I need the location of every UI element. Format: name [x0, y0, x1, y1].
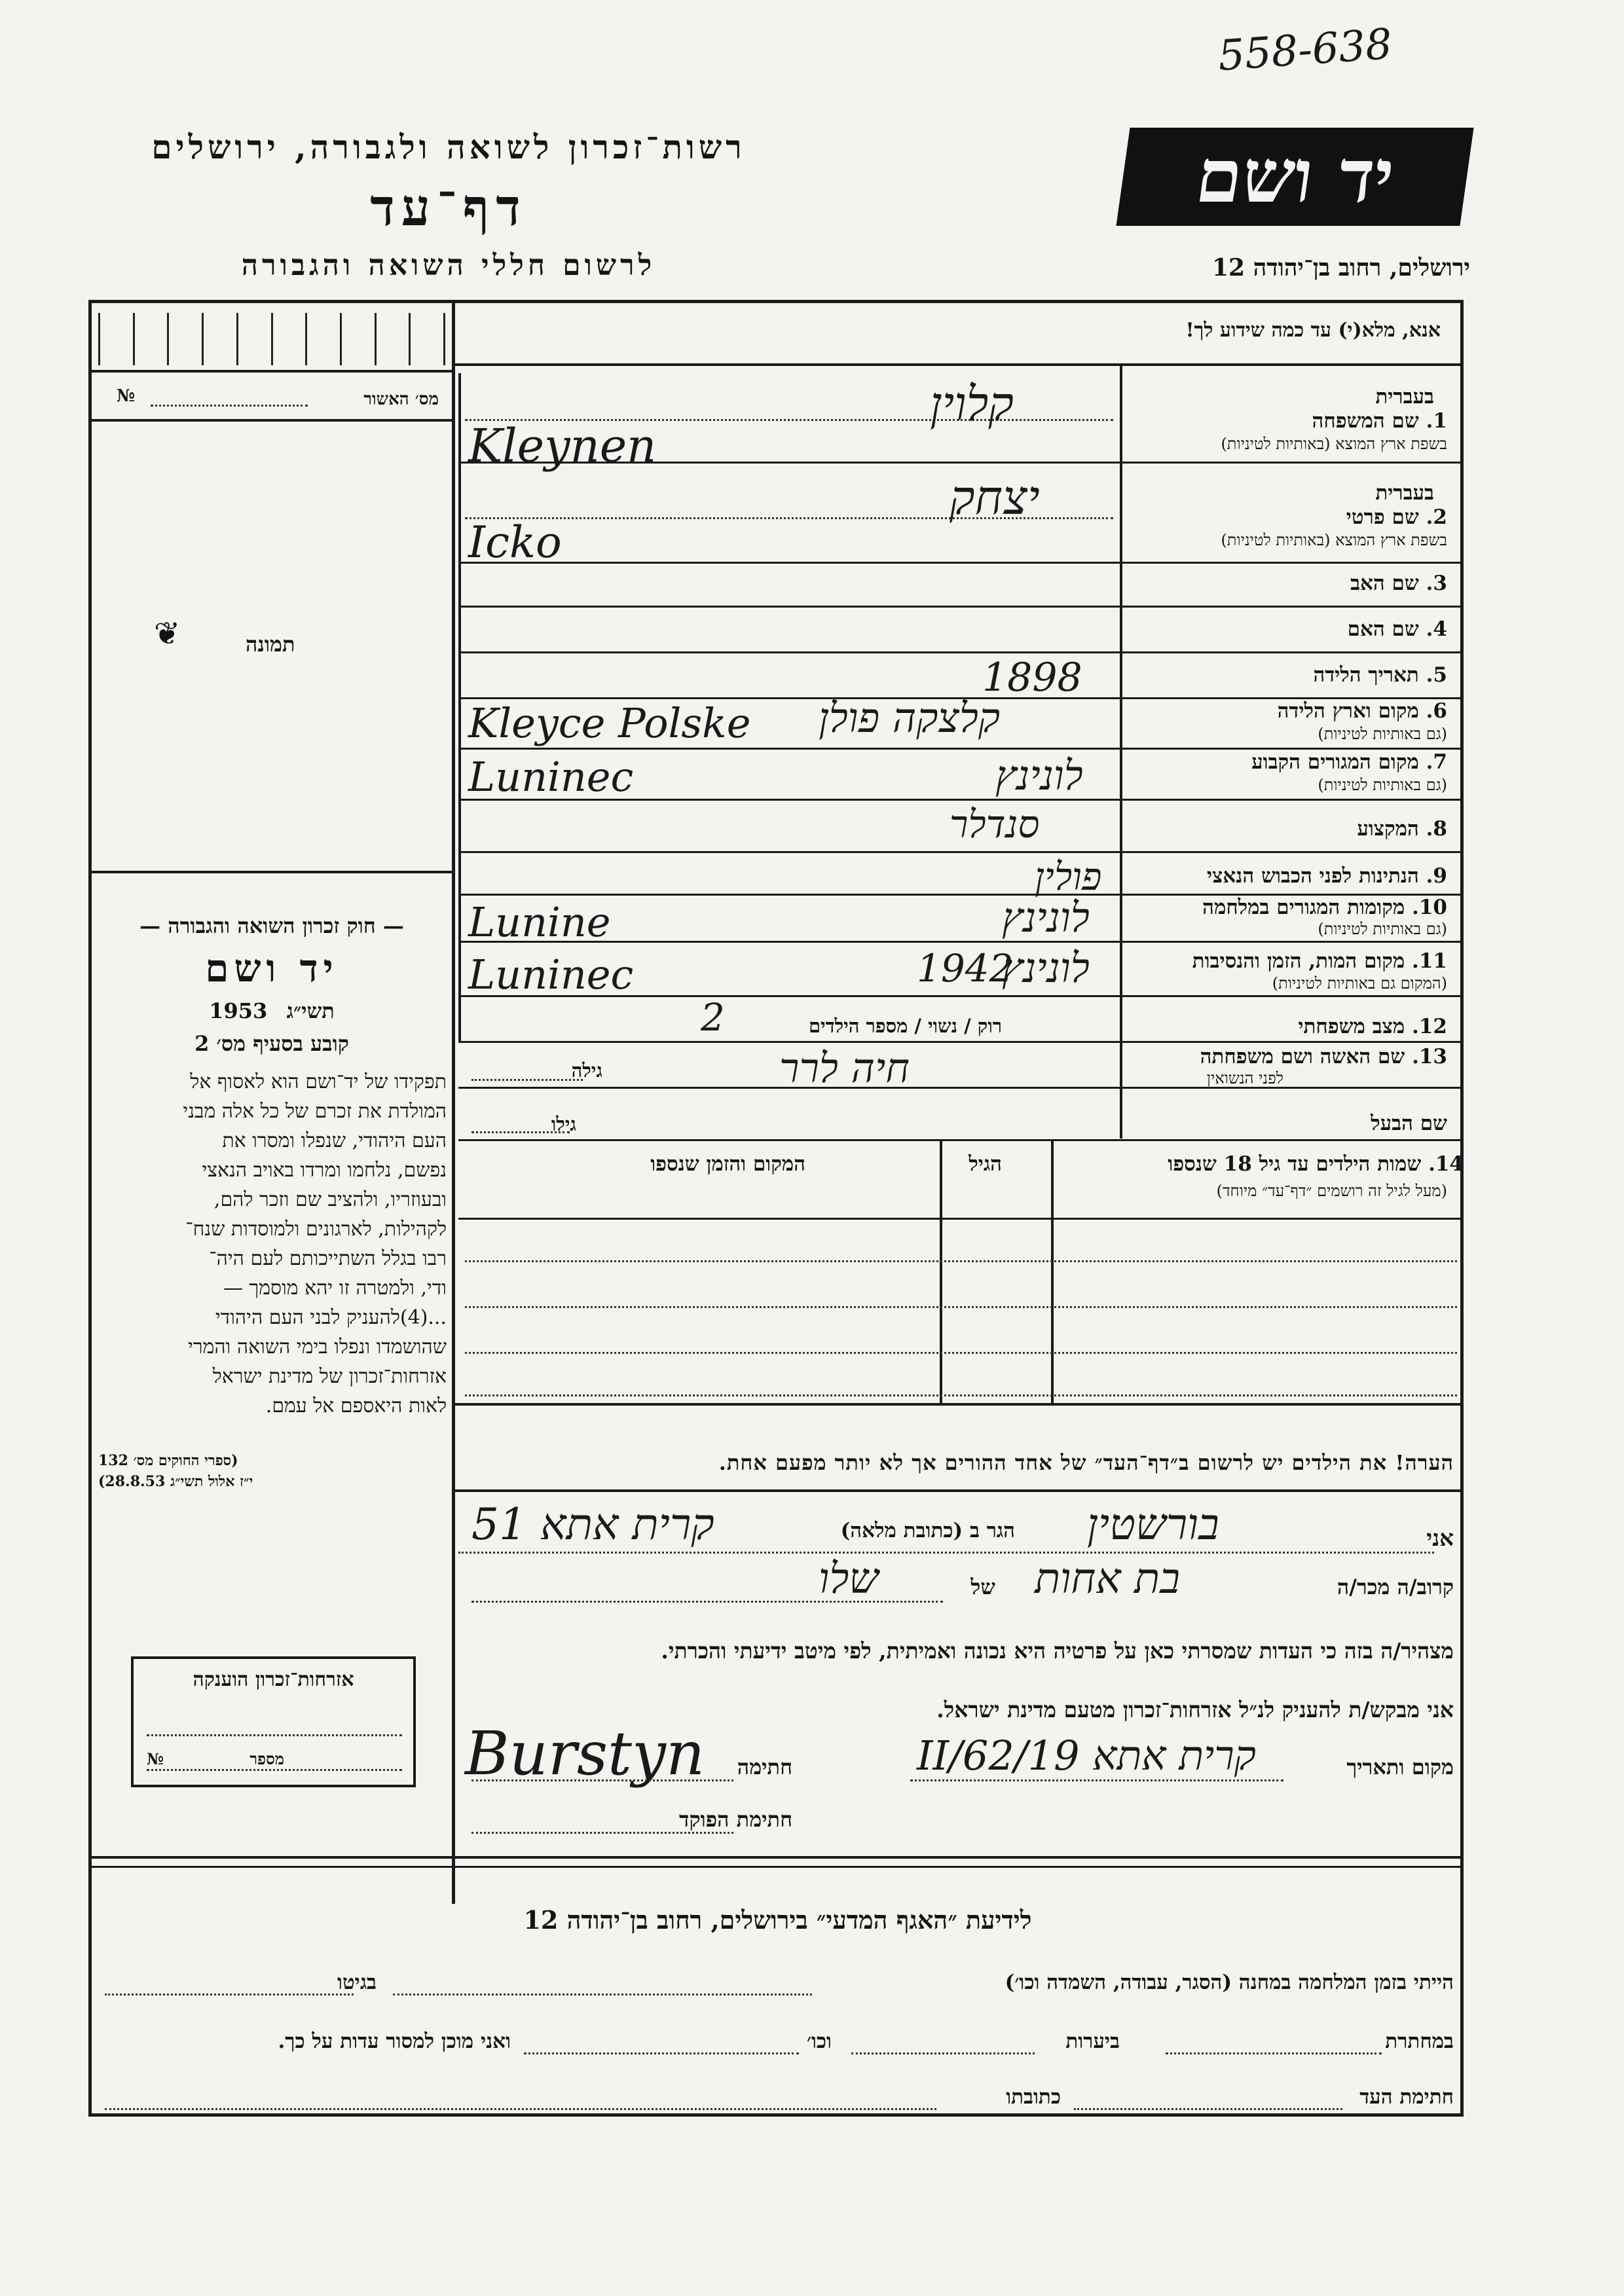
residence-note: (גם באותיות לטיניות): [1318, 776, 1447, 794]
hw-profession: סנדלר: [950, 802, 1040, 847]
law-line: המולדת את זכרם של כל אלה מבני: [183, 1100, 447, 1123]
label-father: 3. שם האב: [1350, 572, 1447, 595]
note: הערה! את הילדים יש לרשום ב״דף־העד״ של אחד ההורים אך לא יותר מפעם אחת.: [718, 1450, 1454, 1475]
law-source-1: (ספרי החוקים מס׳ 132: [98, 1452, 238, 1469]
law-name: יד ושם: [205, 946, 339, 991]
of-label: של: [970, 1575, 995, 1599]
hw-declarant-name: בורשטין: [1087, 1499, 1219, 1550]
bottom-ready: ואני מוכן למסור עדות על כך.: [278, 2030, 511, 2053]
place-date-label: מקום ותאריך: [1346, 1755, 1454, 1779]
pin-mark: ❦: [154, 615, 181, 652]
wife-age-label: גילה: [571, 1059, 602, 1082]
hw-first-latin: Icko: [468, 517, 562, 568]
bottom-address: כתובתו: [1006, 2085, 1061, 2109]
law-line: לקהילות, לארגונים ולמוסדות שנח־: [185, 1218, 447, 1241]
bottom-forests: ביערות: [1065, 2030, 1120, 2053]
law-line: רבו בגלל השתייכותם לעם היה־: [209, 1247, 447, 1270]
form-subtitle: לרשום חללי השואה והגבורה: [241, 249, 656, 282]
photo-label: תמונה: [246, 632, 295, 657]
law-clause: קובע בסעיף מס׳ 2: [194, 1031, 349, 1056]
hw-nationality: פולין: [1035, 854, 1102, 899]
hw-residence-latin: Luninec: [468, 753, 634, 801]
label-wife: 13. שם האשה ושם משפחתה: [1200, 1045, 1447, 1068]
approval-label: מס׳ האשור: [363, 390, 439, 409]
approval-no-sign: №: [117, 386, 136, 406]
label-first-name: 2. שם פרטי: [1346, 505, 1447, 529]
law-line: אזרחות־זכרון של מדינת ישראל: [212, 1365, 447, 1388]
hw-birth-place-latin: Kleyce Polske: [468, 699, 751, 747]
approval-number-boxes: [98, 313, 445, 365]
signature-label: חתימה: [737, 1755, 792, 1779]
hebrew-label-1: בעברית: [1375, 385, 1434, 409]
hw-relation: בת אחות: [1035, 1555, 1180, 1603]
label-husband: שם הבעל: [1371, 1112, 1447, 1135]
birth-place-note: (גם באותיות לטיניות): [1318, 725, 1447, 743]
officer-label: חתימת הפוקד: [679, 1807, 792, 1832]
children-note: (מעל לגיל זה רושמים ״דף־עד״ מיוחד): [1216, 1182, 1447, 1200]
hw-residence-heb: לונינץ: [995, 752, 1083, 799]
law-line: שהושמדו ונפלו בימי השואה והמרי: [187, 1336, 447, 1358]
hw-of: שלו: [819, 1555, 879, 1603]
hw-war-residence-latin: Lunine: [468, 898, 611, 946]
relative-label: קרוב/ה מכר/ה: [1337, 1575, 1454, 1599]
law-source: [98, 1450, 426, 1492]
law-year-row: [95, 998, 449, 1023]
col-place-time: המקום והזמן שנספו: [650, 1152, 805, 1176]
bottom-ghetto: בגיטו: [337, 1971, 377, 1994]
hw-death-year: 1942: [917, 946, 1014, 991]
bottom-underground: במחתרת: [1385, 2030, 1454, 2053]
hw-death-place-latin: Luninec: [468, 951, 634, 998]
war-residence-note: (גם באותיות לטיניות): [1318, 920, 1447, 938]
citizenship-number-label: מספר: [249, 1749, 284, 1768]
address: ירושלים, רחוב בן־יהודה 12: [1211, 254, 1470, 282]
col-age: הגיל: [969, 1152, 1002, 1176]
label-war-residence: 10. מקומות המגורים במלחמה: [1202, 896, 1447, 919]
latin-note-1: בשפת ארץ המוצא (באותיות לטיניות): [1221, 435, 1447, 453]
hw-children-count: 2: [701, 995, 725, 1040]
latin-note-2: בשפת ארץ המוצא (באותיות לטיניות): [1221, 531, 1447, 549]
law-title: — חוק זכרון השואה והגבורה —: [139, 913, 404, 938]
bottom-line1: הייתי בזמן המלחמה במחנה (הסגר, עבודה, השמדה וכו׳): [1005, 1971, 1454, 1994]
hw-surname-heb: קלוין: [930, 376, 1014, 431]
bottom-title: לידיעת ״האגף המדעי״ בירושלים, רחוב בן־יהודה 12: [523, 1905, 1032, 1935]
hw-place-date: קרית אתא 19/II/62: [917, 1732, 1256, 1779]
law-line: ובעוזריו, ולהציב שם וזכר להם,: [213, 1188, 447, 1211]
label-nationality: 9. הנתינות לפני הכבוש הנאצי: [1207, 864, 1447, 888]
marital-options: רוק / נשוי / מספר הילדים: [808, 1015, 1002, 1037]
i-label: אני: [1426, 1525, 1454, 1552]
resides-label: הגר ב (כתובת מלאה): [840, 1519, 1015, 1542]
label-death: 11. מקום המות, הזמן והנסיבות: [1192, 949, 1447, 973]
citizenship-no-sign: №: [147, 1749, 164, 1768]
logo-text: יד ושם: [1190, 134, 1399, 219]
label-birth-place: 6. מקום וארץ הלידה: [1277, 699, 1447, 723]
label-marital: 12. מצב משפחתי: [1298, 1015, 1447, 1038]
authority-name: רשות־זכרון לשואה ולגבורה, ירושלים: [151, 128, 746, 166]
citizenship-request: אני מבקש/ת להעניק לנ״ל אזרחות־זכרון מטעם מדינת ישראל.: [936, 1697, 1454, 1722]
hw-surname-latin: Kleynen: [468, 419, 657, 473]
bottom-witness-sig: חתימת העד: [1359, 2085, 1454, 2109]
hw-wife-name: חיה לרר: [779, 1044, 910, 1092]
hw-signature: Burstyn: [465, 1719, 705, 1789]
hebrew-label-2: בעברית: [1375, 481, 1434, 505]
wife-note: לפני הנשואין: [1206, 1069, 1283, 1087]
citizenship-box: [131, 1656, 416, 1787]
hw-address: קרית אתא 51: [471, 1499, 714, 1550]
law-year-heb: תשי״ג: [286, 998, 335, 1023]
form-title: דף־עד: [370, 178, 527, 238]
hw-birth-year: 1898: [982, 655, 1082, 701]
bottom-etc: וכו׳: [806, 2030, 832, 2053]
law-text: [98, 1067, 447, 1421]
hw-first-heb: יצחק: [950, 470, 1040, 525]
law-line: תפקידו של יד־ושם הוא לאסוף אל: [190, 1070, 447, 1093]
law-line: העם היהודי, שנפלו ומסרו את: [222, 1129, 447, 1152]
label-birth-date: 5. תאריך הלידה: [1313, 663, 1447, 687]
hw-birth-place-heb: קלצקה פולן: [819, 694, 1001, 742]
children-heading: 14. שמות הילדים עד גיל 18 שנספו: [1168, 1152, 1464, 1176]
label-residence: 7. מקום המגורים הקבוע: [1251, 750, 1447, 774]
citizenship-box-title: אזרחות־זכרון הוענקה: [193, 1668, 354, 1691]
hw-war-residence-heb: לונינץ: [1002, 894, 1090, 941]
law-line: ודי, ולמטרה זו יהא מוסמך —: [223, 1277, 447, 1300]
archive-number: 558-638: [1216, 20, 1394, 81]
label-surname: 1. שם המשפחה: [1312, 409, 1447, 433]
law-line: נפשם, נלחמו ומרדו באויב הנאצי: [202, 1159, 447, 1182]
declaration: מצהיר/ה בזה כי העדות שמסרתי כאן על פרטיה היא נכונה ואמיתית, לפי מיטב ידיעתי והכרתי.: [661, 1638, 1454, 1664]
instruction: אנא, מלא(י) עד כמה שידוע לך!: [1185, 319, 1441, 342]
label-profession: 8. המקצוע: [1357, 817, 1447, 841]
label-mother: 4. שם האם: [1347, 617, 1447, 641]
husband-age-label: גילו: [551, 1113, 576, 1135]
law-source-2: י״ז אלול תשי״ג 28.8.53): [98, 1473, 253, 1490]
law-line: ...(4)להעניק לבני העם היהודי: [215, 1306, 447, 1329]
law-year: 1953: [209, 998, 268, 1023]
death-note: (המקום גם באותיות לטיניות): [1272, 974, 1447, 993]
law-line: לאות היאספם אל עמם.: [265, 1394, 447, 1417]
yad-vashem-logo: [1116, 128, 1473, 226]
hw-death-place-heb: לונינץ: [1002, 944, 1090, 992]
